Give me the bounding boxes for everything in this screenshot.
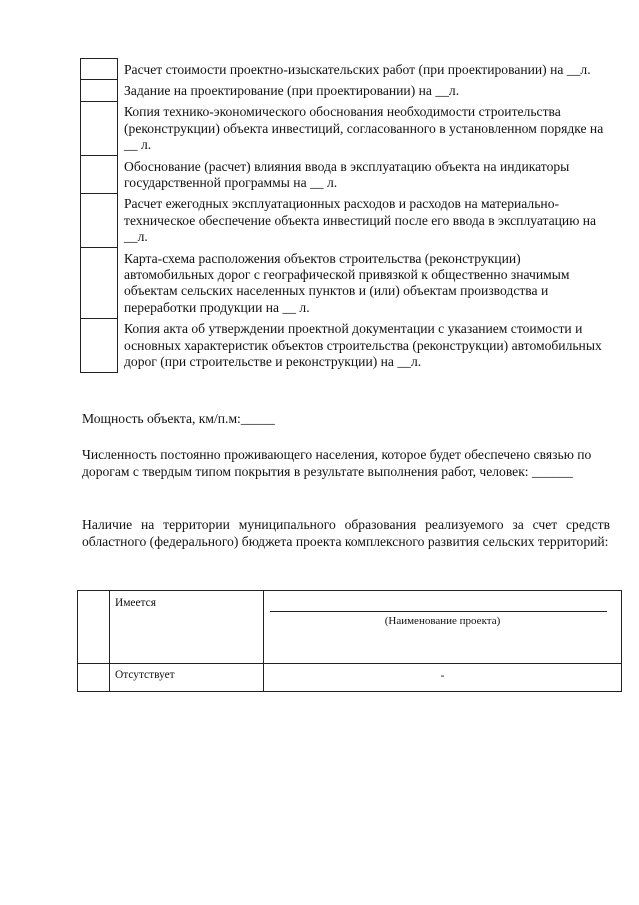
checklist-item-text: Расчет ежегодных эксплуатационных расходов и расходов на материально-техническое обеспечение объекта инвестиций после его ввода в эксплуатацию на __л.	[124, 196, 597, 245]
checklist-item-text: Расчет стоимости проектно-изыскательских работ (при проектировании) на __л.	[124, 61, 591, 77]
checkbox-cell[interactable]	[81, 80, 118, 101]
no-value: -	[440, 670, 445, 682]
checkbox-cell[interactable]	[81, 156, 118, 194]
option-row-yes	[78, 591, 622, 664]
checklist-row	[81, 248, 614, 319]
checklist-row	[81, 101, 614, 155]
checklist-row	[81, 318, 614, 372]
complex-development-table	[77, 590, 622, 692]
checklist-item-text: Карта-схема расположения объектов строительства (реконструкции) автомобильных дорог с географической привязкой к общественно значимым объектам сельских населенных пунктов и (или) объектам производства и переработки продукции на __ л.	[124, 250, 570, 315]
checklist-row	[81, 193, 614, 247]
project-name-caption: (Наименование проекта)	[384, 615, 501, 627]
project-name-line	[270, 611, 607, 612]
checkbox-cell[interactable]	[81, 248, 118, 319]
capacity-field[interactable]: Мощность объекта, км/п.м:_____	[82, 411, 275, 426]
yes-label: Имеется	[110, 591, 264, 664]
checklist-row	[81, 59, 614, 80]
no-value-cell	[264, 664, 622, 692]
checkbox-cell[interactable]	[81, 59, 118, 80]
checklist-item-text: Задание на проектирование (при проектировании) на __л.	[124, 82, 460, 98]
checklist-row	[81, 80, 614, 101]
attachments-checklist	[80, 58, 614, 373]
checklist-item-text: Копия технико-экономического обоснования необходимости строительства (реконструкции) объекта инвестиций, согласованного в установленном порядке на __ л.	[124, 104, 604, 153]
no-checkbox-cell[interactable]	[78, 664, 110, 692]
checklist-item-text: Копия акта об утверждении проектной документации с указанием стоимости и основных характеристик объектов строительства (реконструкции) автомобильных дорог (при строительстве и реконструкции) на __л.	[124, 321, 602, 369]
project-name-cell[interactable]	[264, 591, 622, 664]
no-label: Отсутствует	[110, 664, 264, 692]
population-field[interactable]: Численность постоянно проживающего населения, которое будет обеспечено связью по дорогам с твердым типом покрытия в результате выполнения работ, человек: ______	[82, 447, 592, 479]
checkbox-cell[interactable]	[81, 101, 118, 155]
checkbox-cell[interactable]	[81, 318, 118, 372]
complex-development-intro: Наличие на территории муниципального образования реализуемого за счет средств областного (федерального) бюджета проекта комплексного развития сельских территорий:	[82, 517, 610, 549]
checklist-row	[81, 156, 614, 194]
option-row-no	[78, 664, 622, 692]
yes-checkbox-cell[interactable]	[78, 591, 110, 664]
checkbox-cell[interactable]	[81, 193, 118, 247]
checklist-item-text: Обоснование (расчет) влияния ввода в эксплуатацию объекта на индикаторы государственной программы на __ л.	[124, 158, 570, 190]
